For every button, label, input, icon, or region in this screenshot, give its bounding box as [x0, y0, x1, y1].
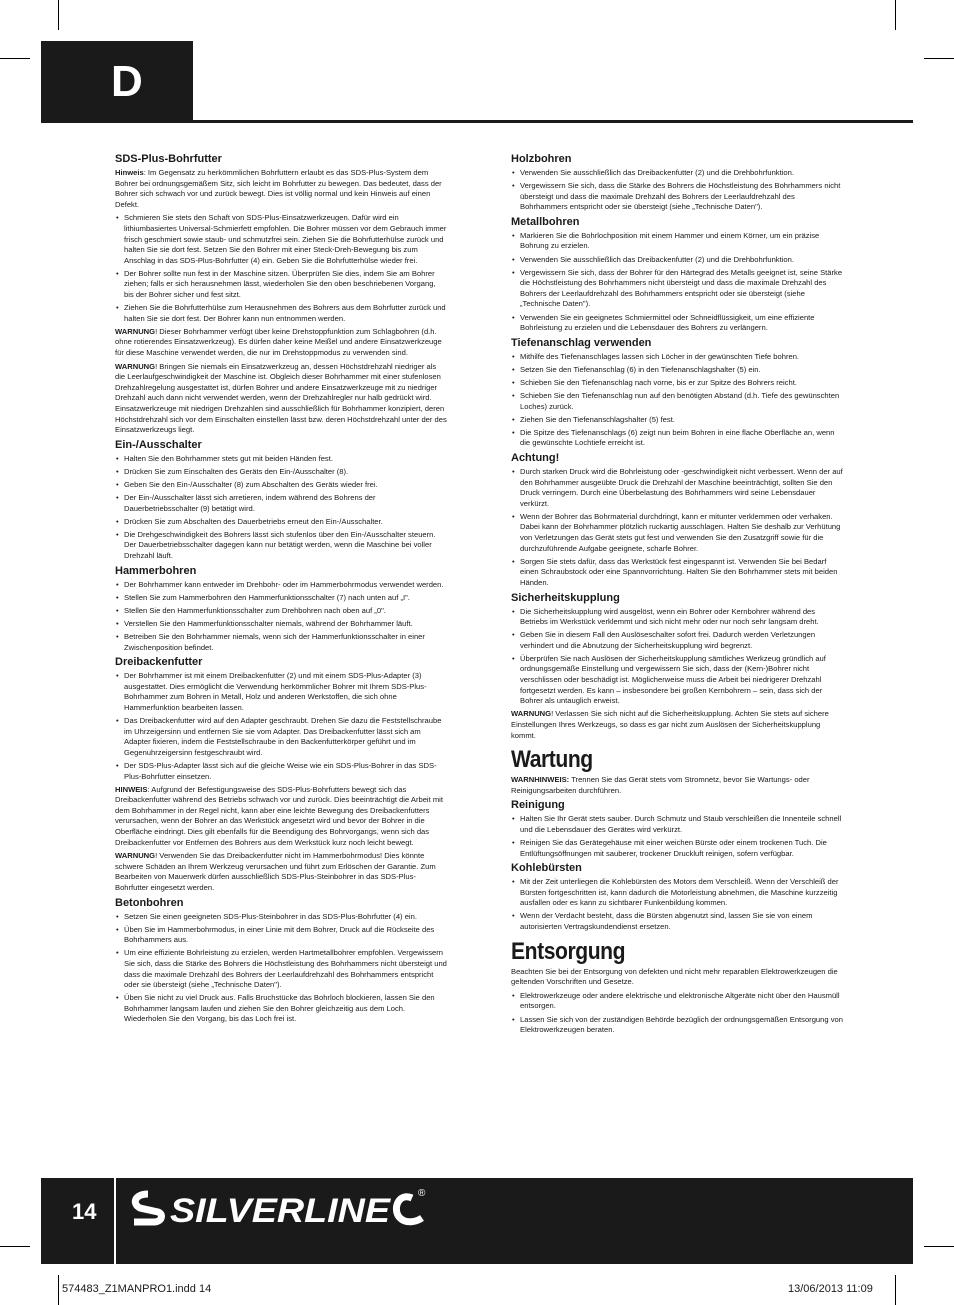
right-column: [511, 150, 843, 1038]
list-item: • Stellen Sie den Hammerfunktionsschalter zum Drehbohren nach oben auf „0".: [115, 606, 447, 617]
paragraph: [511, 967, 843, 988]
list-item: • Überprüfen Sie nach Auslösen der Sicherheitskupplung sämtliches Werkzeug gründlich auf ordnungsgemäße Einstellung und vergewissern Sie sich, dass der (Kern-)Bohrer nicht verschlissen oder beschädigt ist. Möglicherweise muss die Arbeit bei niedrigerer Drehzahl fortgesetzt werden. Es kann – insbesondere bei großen Kernbohrern – sein, dass sich der Bohrer als untauglich erweist.: [511, 654, 843, 707]
list-item: • Verwenden Sie ein geeignetes Schmiermittel oder Schneidflüssigkeit, um eine effiziente Bohrleistung zu erzielen und die Lebensdauer des Bohrers zu verlängern.: [511, 313, 843, 334]
bullet-list: [511, 352, 843, 449]
chapter-heading: Wartung: [511, 746, 593, 774]
list-item: • Die Drehgeschwindigkeit des Bohrers lässt sich stufenlos über den Ein-/Ausschalter steuern. Der Dauerbetriebsschalter dagegen kann nur betätigt werden, wenn die Maschine bei voller Drehzahl läuft.: [115, 530, 447, 562]
bullet-list: [115, 454, 447, 562]
list-item: • Üben Sie im Hammerbohrmodus, in einer Linie mit dem Bohrer, Druck auf die Rückseite des Bohrhammers aus.: [115, 925, 447, 946]
registered-mark: ®: [418, 1188, 426, 1199]
print-file-info: 574483_Z1MANPRO1.indd 14: [62, 1283, 212, 1295]
bullet-list: [115, 671, 447, 782]
crop-mark: [895, 0, 896, 30]
paragraph-text: ! Verlassen Sie sich nicht auf die Sicherheitskupplung. Achten Sie stets auf sichere Einstellungen Ihres Werkzeugs, so dass es gar nicht zum Auslösen der Sicherheitskupplung kommt.: [511, 709, 829, 740]
bullet-list: [511, 467, 843, 589]
bullet-list: [115, 580, 447, 654]
list-item: • Mithilfe des Tiefenanschlages lassen sich Löcher in der gewünschten Tiefe bohren.: [511, 352, 843, 363]
list-item: • Der Bohrhammer kann entweder im Drehbohr- oder im Hammerbohrmodus verwendet werden.: [115, 580, 447, 591]
list-item: • Wenn der Bohrer das Bohrmaterial durchdringt, kann er mitunter verklemmen oder verhaken. Dabei kann der Bohrhammer plötzlich ruckartig ausschlagen. Halten Sie deshalb zur Verhütung von Verletzungen das Gerät stets gut fest und verwenden Sie den Zusatzgriff sowie für die durchzuführende Aufgabe geeignete, scharfe Bohrer.: [511, 512, 843, 554]
paragraph-text: ! Verwenden Sie das Dreibackenfutter nicht im Hammerbohrmodus! Dies könnte schwere Schäden an Ihrem Werkzeug verursachen und führt zum Erlöschen der Garantie. Zum Bearbeiten von Mauerwerk dürfen ausschließlich SDS-Plus-Steinbohrer in das SDS-Plus-Bohrfutter eingesetzt werden.: [115, 851, 436, 892]
bullet-list: [511, 814, 843, 859]
bullet-list: [511, 607, 843, 707]
paragraph-lead: WARNUNG: [115, 851, 156, 861]
paragraph-lead: WARNUNG: [115, 326, 156, 336]
paragraph-text: ! Bringen Sie niemals ein Einsatzwerkzeug an, dessen Höchstdrehzahl niedriger als die Leerlaufgeschwindigkeit der Maschine ist. Obgleich dieser Bohrhammer mit einer stufenlosen Drehzahlregelung ausgestattet ist, dürfen Bohrer und andere Einsatzwerkzeuge mit zu niedriger Drehzahl auch dann nicht verwendet werden, wenn der Drehzahlregler nur halb gedrückt wird. Einsatzwerkzeuge mit niedrigen Drehzahlen sind ausschließlich für Bohrhammer konzipiert, deren Höchstdrehzahl sich vor dem Einschalten einstellen lässt bzw. deren Höchstdrehzahl unter der des Einsatzwerkzeugs liegt.: [115, 361, 447, 435]
paragraph-lead: WARNUNG: [511, 709, 552, 719]
paragraph-lead: WARNHINWEIS:: [511, 775, 570, 785]
list-item: • Um eine effiziente Bohrleistung zu erzielen, werden Hartmetallbohrer empfohlen. Vergewissern Sie sich, dass die Stärke des Bohrers die Höchstleistung des Bohrhammers nicht übersteigt und dass die maximale Drehzahl des Bohrers der Leerlaufdrehzahl des Bohrhammers entspricht oder sie übersteigt (siehe „Technische Daten").: [115, 948, 447, 990]
list-item: • Lassen Sie sich von der zuständigen Behörde bezüglich der ordnungsgemäßen Entsorgung von Elektrowerkzeugen beraten.: [511, 1015, 843, 1036]
paragraph: [115, 785, 447, 849]
paragraph-lead: Hinweis: [115, 168, 144, 177]
language-code: D: [111, 57, 143, 106]
footer-divider: [114, 1178, 116, 1264]
list-item: • Drücken Sie zum Einschalten des Geräts den Ein-/Ausschalter (8).: [115, 467, 447, 478]
silverline-logo: [130, 1184, 430, 1234]
paragraph-text: ! Dieser Bohrhammer verfügt über keine Drehstoppfunktion zum Schlagbohren (d.h. ohne rotierendes Einsatzwerkzeug). Es dürfen daher keine Meißel und andere Einsatzwerkzeuge für diese Maschine verwendet werden, die nur im Drehstoppmodus zu verwenden sind.: [115, 326, 442, 357]
list-item: • Der Ein-/Ausschalter lässt sich arretieren, indem während des Bohrens der Dauerbetriebsschalter (9) betätigt wird.: [115, 493, 447, 514]
bullet-list: [511, 168, 843, 213]
list-item: • Verwenden Sie ausschließlich das Dreibackenfutter (2) und die Drehbohrfunktion.: [511, 168, 843, 179]
paragraph: [115, 362, 447, 436]
list-item: • Geben Sie den Ein-/Ausschalter (8) zum Abschalten des Geräts wieder frei.: [115, 480, 447, 491]
list-item: • Die Sicherheitskupplung wird ausgelöst, wenn ein Bohrer oder Kernbohrer während des Betriebs im Werkstück verklemmt und sich nicht mehr oder nur noch sehr langsam dreht.: [511, 607, 843, 628]
list-item: • Schieben Sie den Tiefenanschlag nach vorne, bis er zur Spitze des Bohrers reicht.: [511, 378, 843, 389]
paragraph: [511, 775, 843, 796]
list-item: • Schieben Sie den Tiefenanschlag nun auf den benötigten Abstand (d.h. Tiefe des gewünschten Loches) zurück.: [511, 391, 843, 412]
list-item: • Vergewissern Sie sich, dass der Bohrer für den Härtegrad des Metalls geeignet ist, seine Stärke die Höchstleistung des Bohrhammers nicht übersteigt und dass die maximale Drehzahl des Bohrers der Leerlaufdrehzahl des Bohrhammers entspricht oder sie übersteigt (siehe „Technische Daten").: [511, 268, 843, 310]
crop-mark: [924, 58, 954, 59]
paragraph: [115, 851, 447, 893]
paragraph-lead: HINWEIS: [115, 784, 148, 794]
list-item: • Die Spitze des Tiefenanschlags (6) zeigt nun beim Bohren in eine flache Oberfläche an, wenn die gewünschte Lochtiefe erreicht ist.: [511, 428, 843, 449]
list-item: • Schmieren Sie stets den Schaft von SDS-Plus-Einsatzwerkzeugen. Dafür wird ein lithiumbasiertes Universal-Schmierfett empfohlen. Die Bohrer müssen vor dem Gebrauch immer frisch geschmiert sowie staub- und schmutzfrei sein. Ziehen Sie die Bohrfutterhülse zurück und halten Sie sie dort fest. Setzen Sie den Bohrer mit einer Steck-Dreh-Bewegung bis zum Anschlag in das SDS-Plus-Bohrfutter (4) ein. Geben Sie die Bohrfutterhülse wieder frei.: [115, 213, 447, 266]
list-item: • Das Dreibackenfutter wird auf den Adapter geschraubt. Drehen Sie dazu die Feststellschraube im Uhrzeigersinn und entfernen Sie sie vom Adapter. Das Dreibackenfutter lässt sich am Adapter fixieren, indem die Feststellschraube in den Backenfutterkörper geführt und im Gegenuhrzeigersinn festgeschraubt wird.: [115, 716, 447, 758]
list-item: • Wenn der Verdacht besteht, dass die Bürsten abgenutzt sind, lassen Sie sie von einem autorisierten Vertragskundendienst ersetzen.: [511, 911, 843, 932]
crop-mark: [58, 0, 59, 30]
section-heading: Kohlebürsten: [511, 862, 582, 875]
bullet-list: [511, 231, 843, 334]
list-item: • Verstellen Sie den Hammerfunktionsschalter niemals, während der Bohrhammer läuft.: [115, 619, 447, 630]
chapter-heading: Entsorgung: [511, 937, 626, 965]
list-item: • Drücken Sie zum Abschalten des Dauerbetriebs erneut den Ein-/Ausschalter.: [115, 517, 447, 528]
left-column: [115, 150, 447, 1027]
header-rule: [193, 120, 913, 123]
list-item: • Markieren Sie die Bohrlochposition mit einem Hammer und einem Körner, um ein präzise Bohrung zu erzielen.: [511, 231, 843, 252]
section-heading: Achtung!: [511, 451, 560, 464]
crop-mark: [895, 1275, 896, 1305]
list-item: • Vergewissern Sie sich, dass die Stärke des Bohrers die Höchstleistung des Bohrhammers nicht übersteigt und dass die maximale Drehzahl des Bohrers der Leerlaufdrehzahl des Bohrhammers entspricht oder sie übersteigt (siehe „Technische Daten").: [511, 181, 843, 213]
crop-mark: [0, 58, 30, 59]
crop-mark: [58, 1275, 59, 1305]
brand-wordmark: SILVERLINE: [170, 1192, 392, 1230]
crop-mark: [0, 1246, 30, 1247]
list-item: • Verwenden Sie ausschließlich das Dreibackenfutter (2) und die Drehbohrfunktion.: [511, 255, 843, 266]
paragraph-text: : Im Gegensatz zu herkömmlichen Bohrfuttern erlaubt es das SDS-Plus-System dem Bohrer bei ordnungsgemäßem Sitz, sich leicht im Bohrfutter zu bewegen. Das bedeutet, dass der Bohrer sich schwach vor und zurück bewegt. Dies ist völlig normal und kein Hinweis auf einen Defekt.: [115, 168, 442, 209]
print-date-info: 13/06/2013 11:09: [788, 1283, 873, 1295]
crop-mark: [924, 1246, 954, 1247]
section-heading: Hammerbohren: [115, 564, 197, 577]
list-item: • Setzen Sie einen geeigneten SDS-Plus-Steinbohrer in das SDS-Plus-Bohrfutter (4) ein.: [115, 912, 447, 923]
list-item: • Setzen Sie den Tiefenanschlag (6) in den Tiefenanschlagshalter (5) ein.: [511, 365, 843, 376]
list-item: • Ziehen Sie die Bohrfutterhülse zum Herausnehmen des Bohrers aus dem Bohrfutter zurück und halten Sie sie dort fest. Der Bohrer kann nun entnommen werden.: [115, 303, 447, 324]
list-item: • Halten Sie den Bohrhammer stets gut mit beiden Händen fest.: [115, 454, 447, 465]
list-item: • Geben Sie in diesem Fall den Auslöseschalter sofort frei. Dadurch werden Verletzungen verhindert und die Abnutzung der Sicherheitskupplung wird begrenzt.: [511, 630, 843, 651]
list-item: • Üben Sie nicht zu viel Druck aus. Falls Bruchstücke das Bohrloch blockieren, lassen Sie den Bohrhammer langsam laufen und ziehen Sie den Bohrer gleichzeitig aus dem Loch. Wiederholen Sie den Vorgang, bis das Loch frei ist.: [115, 993, 447, 1025]
list-item: • Betreiben Sie den Bohrhammer niemals, wenn sich der Hammerfunktionsschalter in einer Zwischenposition befindet.: [115, 632, 447, 653]
section-heading: Betonbohren: [115, 896, 184, 909]
list-item: • Der Bohrhammer ist mit einem Dreibackenfutter (2) und mit einem SDS-Plus-Adapter (3) ausgestattet. Dies ermöglicht die Verwendung herkömmlicher Bohrer mit Ihrem SDS-Plus-Bohrhammer zum Bohren in Metall, Holz und anderen Werkstoffen, die sich ohne Hammerfunktion bearbeiten lassen.: [115, 671, 447, 713]
paragraph: [115, 327, 447, 359]
list-item: • Halten Sie Ihr Gerät stets sauber. Durch Schmutz und Staub verschleißen die Innenteile schnell und die Lebensdauer des Gerätes wird verkürzt.: [511, 814, 843, 835]
list-item: • Der Bohrer sollte nun fest in der Maschine sitzen. Überprüfen Sie dies, indem Sie am Bohrer ziehen; falls er sich herausnehmen lässt, wiederholen Sie den oben beschriebenen Vorgang, bis der Bohrer sicher und fest sitzt.: [115, 269, 447, 301]
list-item: • Stellen Sie zum Hammerbohren den Hammerfunktionsschalter (7) nach unten auf „I".: [115, 593, 447, 604]
section-heading: Sicherheitskupplung: [511, 591, 620, 604]
paragraph: [115, 168, 447, 210]
bullet-list: [115, 213, 447, 324]
bullet-list: [115, 912, 447, 1025]
language-tab: [41, 41, 193, 123]
list-item: • Ziehen Sie den Tiefenanschlagshalter (5) fest.: [511, 415, 843, 426]
bullet-list: [511, 991, 843, 1036]
list-item: • Mit der Zeit unterliegen die Kohlebürsten des Motors dem Verschleiß. Wenn der Verschleiß der Bürsten fortgeschritten ist, kann dadurch die Motorleistung abnehmen, die Maschine kurzzeitig ausfallen oder es kann zu sichtbarer Funkenbildung kommen.: [511, 877, 843, 909]
list-item: • Durch starken Druck wird die Bohrleistung oder -geschwindigkeit nicht verbessert. Wenn der auf den Bohrhammer ausgeübte Druck die Drehzahl der Maschine beeinträchtigt, sollten Sie den Druck verringern. Durch eine Überbelastung des Bohrhammers wird seine Lebensdauer verkürzt.: [511, 467, 843, 509]
list-item: • Sorgen Sie stets dafür, dass das Werkstück fest eingespannt ist. Verwenden Sie bei Bedarf einen Schraubstock oder eine Spannvorrichtung. Halten Sie den Bohrhammer stets mit beiden Händen.: [511, 557, 843, 589]
paragraph-text: Beachten Sie bei der Entsorgung von defekten und nicht mehr reparablen Elektrowerkzeugen die geltenden Vorschriften und Gesetze.: [511, 966, 838, 987]
section-heading: Reinigung: [511, 799, 565, 812]
list-item: • Reinigen Sie das Gerätegehäuse mit einer weichen Bürste oder einem trockenen Tuch. Die Entlüftungsöffnungen mit sauberer, trockener Druckluft reinigen, sofern verfügbar.: [511, 838, 843, 859]
section-heading: Holzbohren: [511, 153, 572, 165]
paragraph-lead: WARNUNG: [115, 361, 156, 371]
section-heading: Ein-/Ausschalter: [115, 438, 202, 451]
section-heading: Dreibackenfutter: [115, 656, 203, 669]
paragraph-text: Trennen Sie das Gerät stets vom Stromnetz, bevor Sie Wartungs- oder Reinigungsarbeiten durchführen.: [511, 775, 810, 795]
list-item: • Elektrowerkzeuge oder andere elektrische und elektronische Altgeräte nicht über den Hausmüll entsorgen.: [511, 991, 843, 1012]
section-heading: Metallbohren: [511, 215, 580, 228]
paragraph-text: : Aufgrund der Befestigungsweise des SDS-Plus-Bohrfutters bewegt sich das Dreibackenfutter während des Betriebs schwach vor und zurück. Dies beeinträchtigt die Arbeit mit dem Bohrhammer in der Regel nicht, kann aber eine leichte Bewegung des Dreibackenfutters verursachen, wenn der Bohrer an das Werkstück angesetzt wird und bevor der Bohrer in die Oberfläche eindringt. Dies gilt ebenfalls für die Beendigung des Bohrvorgangs, wenn sich das Dreibackenfutter vor Entfernen des Bohrers aus dem Werkstück kurz noch leicht bewegt.: [115, 784, 443, 847]
bullet-list: [511, 877, 843, 932]
list-item: • Der SDS-Plus-Adapter lässt sich auf die gleiche Weise wie ein SDS-Plus-Bohrer in das SDS-Plus-Bohrfutter einsetzen.: [115, 761, 447, 782]
section-heading: SDS-Plus-Bohrfutter: [115, 153, 222, 165]
page-number: 14: [72, 1199, 97, 1224]
section-heading: Tiefenanschlag verwenden: [511, 336, 652, 349]
paragraph: [511, 709, 843, 741]
